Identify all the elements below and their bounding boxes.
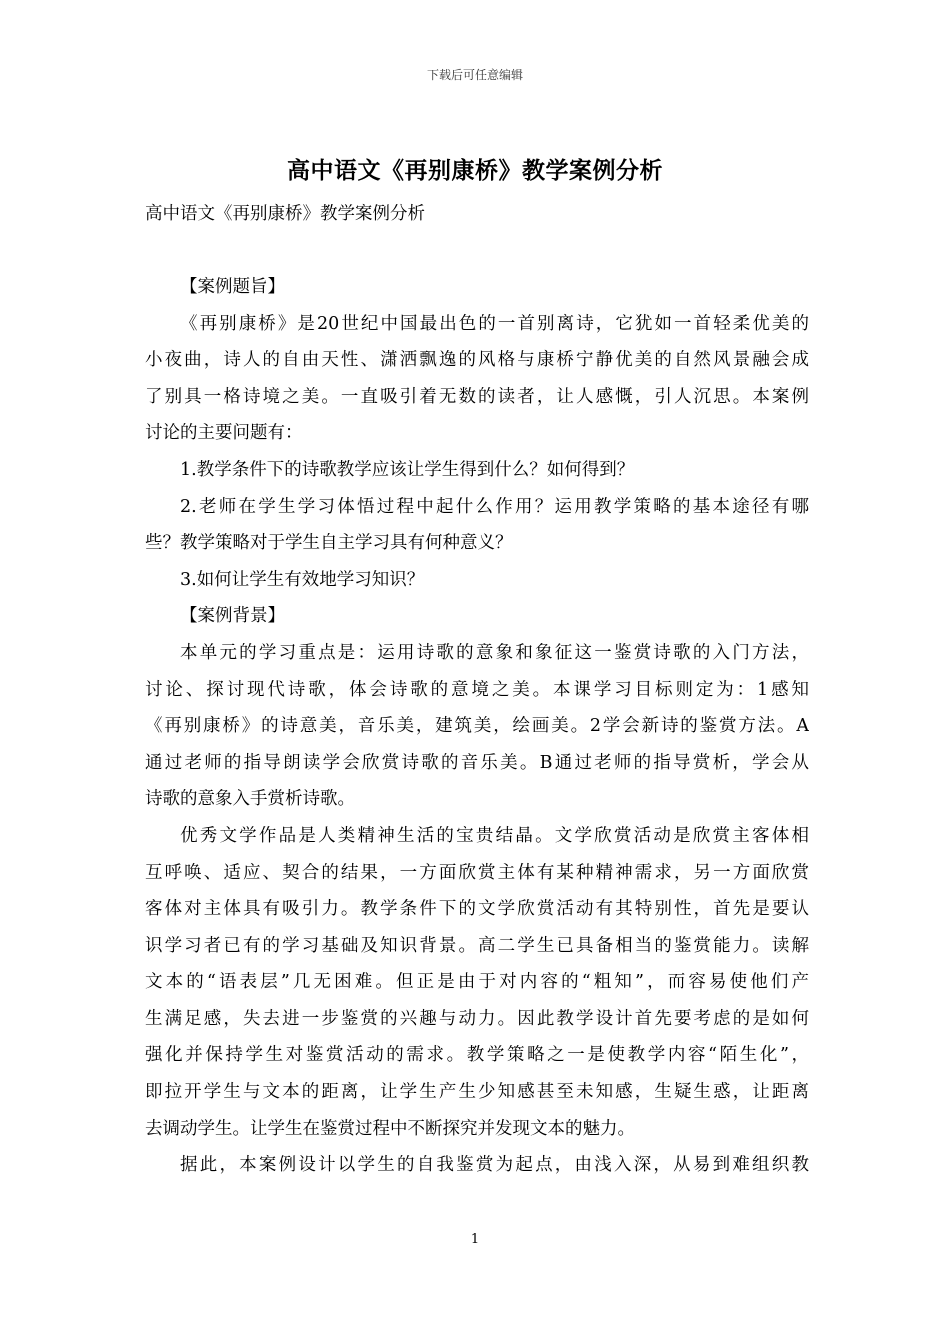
header-note: 下载后可任意编辑: [426, 68, 523, 82]
paragraph-line: 去调动学生。让学生在鉴赏过程中不断探究并发现文本的魅力。: [145, 1118, 635, 1139]
paragraph-line: 据此，本案例设计以学生的自我鉴赏为起点，由浅入深，从易到难组织教: [180, 1155, 809, 1176]
paragraph-line: 小夜曲，诗人的自由天性、潇洒飘逸的风格与康桥宁静优美的自然风景融会成: [145, 350, 809, 371]
document-body: [145, 269, 809, 1184]
paragraph-line: 诗歌的意象入手赏析诗歌。: [145, 789, 355, 810]
paragraph-line: 《再别康桥》是20世纪中国最出色的一首别离诗，它犹如一首轻柔优美的: [180, 313, 809, 334]
paragraph-line: 生满足感，失去进一步鉴赏的兴趣与动力。因此教学设计首先要考虑的是如何: [145, 1008, 809, 1029]
paragraph-line: 优秀文学作品是人类精神生活的宝贵结晶。文学欣赏活动是欣赏主客体相: [180, 825, 809, 846]
paragraph-line: 通过老师的指导朗读学会欣赏诗歌的音乐美。B通过老师的指导赏析，学会从: [145, 752, 809, 773]
paragraph-line: 识学习者已有的学习基础及知识背景。高二学生已具备相当的鉴赏能力。读解: [145, 935, 809, 956]
section-heading: 【案例题旨】: [180, 277, 285, 297]
question-item: 3.如何让学生有效地学习知识？: [180, 569, 425, 590]
paragraph-line: 本单元的学习重点是：运用诗歌的意象和象征这一鉴赏诗歌的入门方法，: [180, 642, 809, 663]
question-item: 2.老师在学生学习体悟过程中起什么作用？运用教学策略的基本途径有哪: [180, 496, 809, 517]
document-title: 高中语文《再别康桥》教学案例分析: [287, 157, 663, 184]
paragraph-line: 强化并保持学生对鉴赏活动的需求。教学策略之一是使教学内容“陌生化”，: [145, 1045, 809, 1066]
section-heading: 【案例背景】: [180, 606, 285, 627]
paragraph-line: 互呼唤、适应、契合的结果，一方面欣赏主体有某种精神需求，另一方面欣赏: [145, 862, 809, 883]
question-item-continuation: 些？教学策略对于学生自主学习具有何种意义？: [145, 533, 513, 554]
paragraph-line: 即拉开学生与文本的距离，让学生产生少知感甚至未知感，生疑生惑，让距离: [145, 1082, 809, 1103]
paragraph-line: 了别具一格诗境之美。一直吸引着无数的读者，让人感慨，引人沉思。本案例: [145, 386, 809, 407]
paragraph-line: 讨论、探讨现代诗歌，体会诗歌的意境之美。本课学习目标则定为：1感知: [145, 679, 809, 700]
document-subtitle: 高中语文《再别康桥》教学案例分析: [145, 204, 425, 224]
paragraph-line: 《再别康桥》的诗意美，音乐美，建筑美，绘画美。2学会新诗的鉴赏方法。A: [145, 716, 809, 737]
paragraph-line: 客体对主体具有吸引力。教学条件下的文学欣赏活动有其特别性，首先是要认: [145, 899, 809, 920]
question-item: 1.教学条件下的诗歌教学应该让学生得到什么？如何得到？: [180, 459, 635, 480]
paragraph-line: 文本的“语表层”几无困难。但正是由于对内容的“粗知”，而容易使他们产: [145, 972, 809, 993]
page-number: 1: [470, 1232, 480, 1247]
paragraph-line: 讨论的主要问题有：: [145, 423, 303, 444]
